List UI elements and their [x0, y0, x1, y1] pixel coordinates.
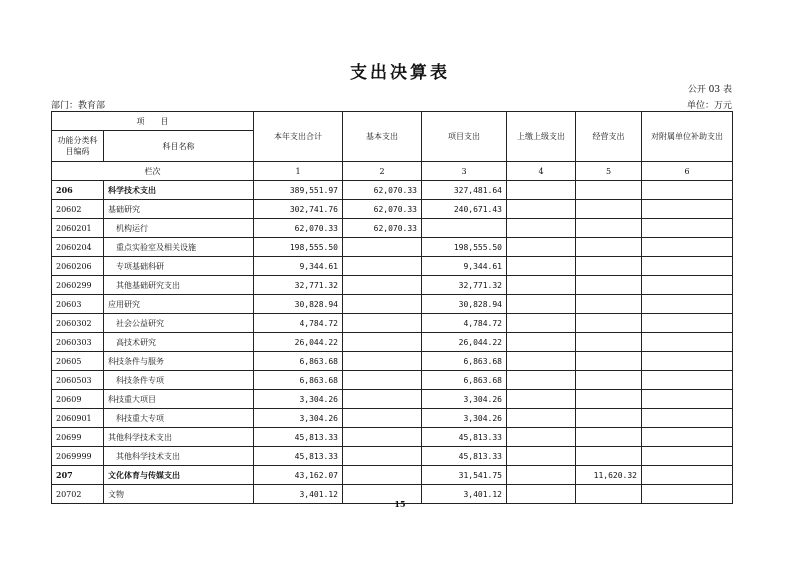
cell-upper [507, 466, 576, 485]
cell-project: 4,784.72 [422, 314, 507, 333]
unit-label: 单位：万元 [686, 101, 732, 111]
cell-subject-name: 机构运行 [104, 219, 254, 238]
cell-subsidiary [642, 371, 733, 390]
cell-total: 32,771.32 [254, 276, 343, 295]
cell-upper [507, 352, 576, 371]
cell-subsidiary [642, 466, 733, 485]
cell-code: 2060302 [52, 314, 104, 333]
cell-project: 6,863.68 [422, 371, 507, 390]
cell-basic [343, 409, 422, 428]
cell-code: 207 [52, 466, 104, 485]
cell-upper [507, 314, 576, 333]
cell-project: 3,304.26 [422, 390, 507, 409]
cell-project: 45,813.33 [422, 428, 507, 447]
cell-total: 26,044.22 [254, 333, 343, 352]
page-number: 15 [394, 499, 406, 509]
cell-upper [507, 219, 576, 238]
cell-subsidiary [642, 238, 733, 257]
cell-business [576, 333, 642, 352]
cell-business [576, 295, 642, 314]
table-row [52, 390, 733, 409]
cell-code: 2060299 [52, 276, 104, 295]
cell-project: 3,401.12 [422, 485, 507, 504]
cell-basic [343, 257, 422, 276]
cell-subsidiary [642, 314, 733, 333]
cell-business [576, 181, 642, 200]
cell-code: 206 [52, 181, 104, 200]
cell-subject-name: 社会公益研究 [104, 314, 254, 333]
col-num: 6 [642, 162, 733, 181]
cell-upper [507, 447, 576, 466]
cell-total: 3,401.12 [254, 485, 343, 504]
cell-subject-name: 科技条件专项 [104, 371, 254, 390]
cell-project: 327,481.64 [422, 181, 507, 200]
cell-subject-name: 科技重大项目 [104, 390, 254, 409]
form-code: 公开 03 表 [687, 85, 732, 95]
cell-code: 20702 [52, 485, 104, 504]
cell-total: 62,070.33 [254, 219, 343, 238]
cell-basic [343, 276, 422, 295]
cell-code: 20699 [52, 428, 104, 447]
cell-project: 45,813.33 [422, 447, 507, 466]
cell-basic [343, 447, 422, 466]
cell-business [576, 200, 642, 219]
cell-project: 30,828.94 [422, 295, 507, 314]
cell-basic [343, 390, 422, 409]
table-row [52, 181, 733, 200]
cell-business [576, 371, 642, 390]
cell-subsidiary [642, 390, 733, 409]
cell-project: 198,555.50 [422, 238, 507, 257]
cell-subject-name: 文物 [104, 485, 254, 504]
cell-business [576, 390, 642, 409]
cell-subsidiary [642, 257, 733, 276]
cell-upper [507, 295, 576, 314]
cell-code: 2060303 [52, 333, 104, 352]
cell-business [576, 409, 642, 428]
department-label: 部门：教育部 [51, 101, 106, 111]
cell-business [576, 314, 642, 333]
cell-business: 11,620.32 [576, 466, 642, 485]
col-num: 1 [254, 162, 343, 181]
cell-upper [507, 276, 576, 295]
table-row [52, 428, 733, 447]
cell-project: 31,541.75 [422, 466, 507, 485]
cell-subsidiary [642, 447, 733, 466]
cell-upper [507, 257, 576, 276]
header-project: 项目支出 [422, 112, 507, 162]
col-num: 5 [576, 162, 642, 181]
cell-upper [507, 238, 576, 257]
cell-basic [343, 466, 422, 485]
cell-code: 2060206 [52, 257, 104, 276]
header-subject-name: 科目名称 [104, 131, 254, 162]
cell-business [576, 238, 642, 257]
table-row [52, 352, 733, 371]
cell-upper [507, 390, 576, 409]
cell-subsidiary [642, 409, 733, 428]
cell-project: 9,344.61 [422, 257, 507, 276]
cell-project [422, 219, 507, 238]
cell-upper [507, 371, 576, 390]
col-num: 3 [422, 162, 507, 181]
header-subsidiary: 对附属单位补助支出 [642, 112, 733, 162]
cell-upper [507, 428, 576, 447]
table-row [52, 371, 733, 390]
cell-total: 30,828.94 [254, 295, 343, 314]
cell-subject-name: 应用研究 [104, 295, 254, 314]
cell-project: 26,044.22 [422, 333, 507, 352]
cell-total: 3,304.26 [254, 390, 343, 409]
cell-basic [343, 295, 422, 314]
cell-total: 9,344.61 [254, 257, 343, 276]
header-upper: 上缴上级支出 [507, 112, 576, 162]
cell-code: 2060201 [52, 219, 104, 238]
cell-business [576, 276, 642, 295]
cell-project: 3,304.26 [422, 409, 507, 428]
cell-code: 2060204 [52, 238, 104, 257]
col-num: 4 [507, 162, 576, 181]
cell-code: 20603 [52, 295, 104, 314]
cell-basic: 62,070.33 [343, 181, 422, 200]
cell-basic: 62,070.33 [343, 219, 422, 238]
expenditure-table [51, 111, 733, 504]
cell-subject-name: 文化体育与传媒支出 [104, 466, 254, 485]
cell-subject-name: 基础研究 [104, 200, 254, 219]
cell-code: 20605 [52, 352, 104, 371]
cell-business [576, 257, 642, 276]
cell-code: 20609 [52, 390, 104, 409]
cell-subject-name: 科技条件与服务 [104, 352, 254, 371]
cell-upper [507, 181, 576, 200]
table-row [52, 257, 733, 276]
table-row [52, 276, 733, 295]
cell-total: 45,813.33 [254, 428, 343, 447]
page-title: 支出决算表 [350, 63, 450, 83]
cell-subsidiary [642, 181, 733, 200]
cell-business [576, 219, 642, 238]
cell-subsidiary [642, 428, 733, 447]
cell-total: 6,863.68 [254, 352, 343, 371]
cell-subject-name: 其他科学技术支出 [104, 447, 254, 466]
cell-basic [343, 238, 422, 257]
cell-subject-name: 科技重大专项 [104, 409, 254, 428]
cell-code: 2060503 [52, 371, 104, 390]
cell-business [576, 447, 642, 466]
cell-subject-name: 专项基础科研 [104, 257, 254, 276]
cell-total: 45,813.33 [254, 447, 343, 466]
cell-total: 198,555.50 [254, 238, 343, 257]
cell-upper [507, 333, 576, 352]
header-basic: 基本支出 [343, 112, 422, 162]
cell-code: 20602 [52, 200, 104, 219]
table-row [52, 238, 733, 257]
header-total: 本年支出合计 [254, 112, 343, 162]
cell-project: 240,671.43 [422, 200, 507, 219]
cell-total: 6,863.68 [254, 371, 343, 390]
cell-project: 6,863.68 [422, 352, 507, 371]
cell-subject-name: 科学技术支出 [104, 181, 254, 200]
cell-subject-name: 重点实验室及相关设施 [104, 238, 254, 257]
cell-subsidiary [642, 295, 733, 314]
table-row [52, 466, 733, 485]
cell-subsidiary [642, 352, 733, 371]
cell-basic [343, 371, 422, 390]
cell-subsidiary [642, 276, 733, 295]
table-row [52, 333, 733, 352]
table-row [52, 295, 733, 314]
col-num: 2 [343, 162, 422, 181]
cell-subsidiary [642, 200, 733, 219]
cell-basic [343, 352, 422, 371]
cell-basic [343, 333, 422, 352]
cell-subject-name: 其他基础研究支出 [104, 276, 254, 295]
cell-total: 3,304.26 [254, 409, 343, 428]
header-item: 项 目 [52, 112, 254, 131]
cell-basic [343, 428, 422, 447]
cell-business [576, 428, 642, 447]
cell-code: 2069999 [52, 447, 104, 466]
table-row [52, 409, 733, 428]
cell-business [576, 352, 642, 371]
header-business: 经营支出 [576, 112, 642, 162]
cell-upper [507, 200, 576, 219]
cell-subsidiary [642, 219, 733, 238]
cell-code: 2060901 [52, 409, 104, 428]
cell-upper [507, 409, 576, 428]
header-func-code: 功能分类科目编码 [52, 131, 104, 162]
table-row [52, 200, 733, 219]
cell-total: 4,784.72 [254, 314, 343, 333]
cell-total: 302,741.76 [254, 200, 343, 219]
cell-basic [343, 314, 422, 333]
table-row [52, 447, 733, 466]
table-row [52, 314, 733, 333]
cell-subject-name: 高技术研究 [104, 333, 254, 352]
cell-subject-name: 其他科学技术支出 [104, 428, 254, 447]
header-lanci: 栏次 [52, 162, 254, 181]
table-row [52, 219, 733, 238]
cell-project: 32,771.32 [422, 276, 507, 295]
cell-basic: 62,070.33 [343, 200, 422, 219]
cell-subsidiary [642, 333, 733, 352]
cell-total: 389,551.97 [254, 181, 343, 200]
cell-total: 43,162.07 [254, 466, 343, 485]
